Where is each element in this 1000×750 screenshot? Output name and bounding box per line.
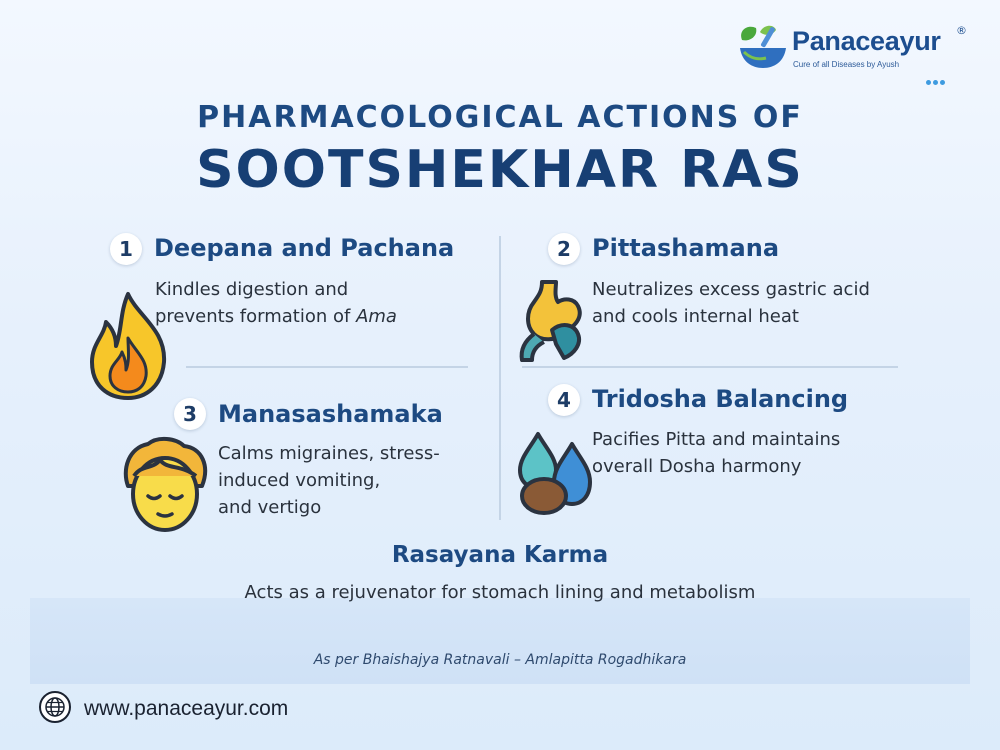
action-title: Pittashamana [592,234,780,262]
brand-tagline: Cure of all Diseases by Ayush [793,60,900,69]
website-link[interactable]: www.panaceayur.com [84,697,289,720]
logo-dots [926,70,947,89]
rasayana-title: Rasayana Karma [391,542,609,568]
action-title: Manasashamaka [218,400,443,428]
dosha-drops-icon [514,430,596,516]
title-line-2: SOOTSHEKHAR RAS [196,140,804,200]
flame-icon [82,290,174,402]
title-line-1: PHARMACOLOGICAL ACTIONS OF [197,100,803,135]
action-number: 3 [174,398,206,430]
vertical-divider [499,236,501,520]
reference-note: As per Bhaishajya Ratnavali – Amlapitta Rogadhikara [313,652,687,668]
mortar-leaf-icon [736,22,790,72]
action-desc: Kindles digestion and prevents formation of Ama [155,279,397,327]
rasayana-desc: Acts as a rejuvenator for stomach lining and metabolism [244,582,756,603]
calm-face-icon [118,436,212,536]
action-number: 2 [548,233,580,265]
action-desc: Neutralizes excess gastric acid and cools internal heat [592,279,870,327]
stomach-icon [512,278,592,370]
action-number: 1 [110,233,142,265]
rasayana-band [30,598,970,684]
divider-left [186,366,468,368]
action-title: Deepana and Pachana [154,234,455,262]
brand-name: Panaceayur [792,26,941,56]
globe-icon [38,690,72,724]
registered-mark: ® [956,24,967,37]
action-title: Tridosha Balancing [592,385,849,413]
action-number: 4 [548,384,580,416]
action-desc: Pacifies Pitta and maintains overall Dosha harmony [592,429,841,477]
brand-logo [736,20,976,76]
action-desc: Calms migraines, stress- induced vomiting, and vertigo [218,443,440,518]
